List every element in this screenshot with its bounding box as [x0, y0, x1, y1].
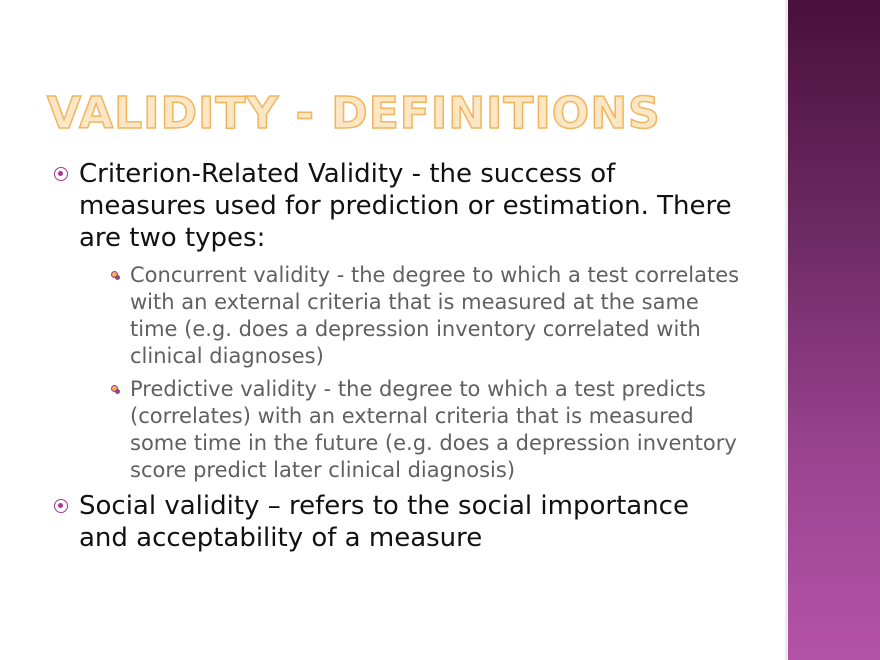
- circle-bullet-icon: [54, 167, 68, 181]
- circle-bullet-icon: [54, 499, 68, 513]
- bullet-social-validity: [52, 490, 742, 554]
- square-bullet-icon: [111, 385, 118, 392]
- slide-title: VALIDITY - DEFINITIONS: [47, 88, 661, 139]
- decorative-side-bar: [785, 0, 880, 660]
- sub-bullet-concurrent-validity: [111, 262, 742, 370]
- sub-bullet-text: Concurrent validity - the degree to which a test correlates with an external criteria that is measured at the same time (e.g. does a depression inventory correlated with clinical diagnoses): [130, 263, 740, 368]
- sub-bullet-predictive-validity: [111, 376, 742, 484]
- sub-bullet-text: Predictive validity - the degree to which a test predicts (correlates) with an external criteria that is measured some time in the future (e.g. does a depression inventory score predict later clinical diagnosis): [130, 377, 737, 482]
- bullet-criterion-related-validity: [52, 158, 742, 484]
- bullet-text: Criterion-Related Validity - the success of measures used for prediction or estimation. There are two types:: [79, 159, 732, 253]
- sub-bullet-list: [79, 262, 742, 484]
- bullet-text: Social validity – refers to the social importance and acceptability of a measure: [79, 491, 689, 553]
- square-bullet-icon: [111, 271, 118, 278]
- slide-content: [52, 158, 742, 554]
